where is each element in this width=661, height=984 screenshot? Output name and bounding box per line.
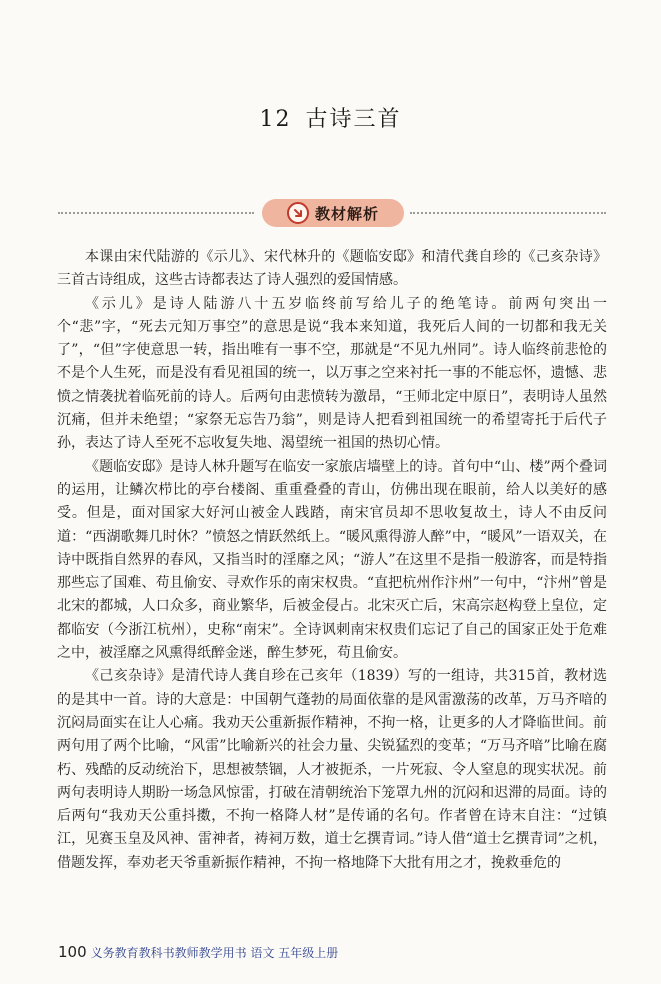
page-number: 100	[58, 943, 87, 961]
page-title	[0, 102, 661, 133]
circle-arrow-icon	[287, 202, 309, 224]
dotted-divider-right	[410, 212, 606, 214]
section-label: 教材解析	[314, 204, 379, 223]
lesson-number: 12	[259, 107, 292, 132]
paragraph-intro: 本课由宋代陆游的《示儿》、宋代林升的《题临安邸》和清代龚自珍的《己亥杂诗》三首古诗组成，这些古诗都表达了诗人强烈的爱国情感。	[57, 249, 607, 289]
paragraph-jihaizashi: 《己亥杂诗》是清代诗人龚自珍在己亥年（1839）写的一组诗，共315首，教材选的是其中一首。诗的大意是：中国朝气蓬勃的局面依靠的是风雷激荡的改革，万马齐喑的沉闷局面实在让人心痛。我劝天公重新振作精神，不拘一格，让更多的人才降临世间。前两句用了两个比喻，“风雷”比喻新兴的社会力量、尖锐猛烈的变革；“万马齐喑”比喻在腐朽、残酷的反动统治下，思想被禁锢，人才被扼杀，一片死寂、令人窒息的现实状况。前两句表明诗人期盼一场急风惊雷，打破在清朝统治下笼罩九州的沉闷和迟滞的局面。诗的后两句“我劝天公重抖擞，不拘一格降人材”是传诵的名句。作者曾在诗末自注：“过镇江，见赛玉皇及风神、雷神者，祷祠万数，道士乞撰青词。”诗人借“道士乞撰青词”之机，借题发挥，奉劝老天爷重新振作精神，不拘一格地降下大批有用之才，挽救垂危的	[57, 668, 607, 871]
page-footer	[58, 943, 338, 961]
paragraph-shier: 《示儿》是诗人陆游八十五岁临终前写给儿子的绝笔诗。前两句突出一个“悲”字，“死去元知万事空”的意思是说“我本来知道，我死后人间的一切都和我无关了”，“但”字使意思一转，指出唯有一事不空，那就是“不见九州同”。诗人临终前悲怆的不是个人生死，而是没有看见祖国的统一，以万事之空来衬托一事的不能忘怀，遗憾、悲愤之情袭扰着临死前的诗人。后两句由悲愤转为激昂，“王师北定中原日”，表明诗人虽然沉痛，但并未绝望；“家祭无忘告乃翁”，则是诗人把看到祖国统一的希望寄托于后代子孙，表达了诗人至死不忘收复失地、渴望统一祖国的热切心情。	[57, 295, 607, 452]
section-badge	[262, 199, 404, 227]
section-header	[58, 199, 606, 229]
analysis-text	[57, 246, 607, 875]
paragraph-tilinanli: 《题临安邸》是诗人林升题写在临安一家旅店墙壁上的诗。首句中“山、楼”两个叠词的运用，让鳞次栉比的亭台楼阁、重重叠叠的青山，仿佛出现在眼前，给人以美好的感受。但是，面对国家大好河山被金人践踏，南宋官员却不思收复故土，诗人不由反问道：“西湖歌舞几时休？”愤怒之情跃然纸上。“暖风熏得游人醉”中，“暖风”一语双关，在诗中既指自然界的春风，又指当时的淫靡之风；“游人”在这里不是指一般游客，而是特指那些忘了国难、苟且偷安、寻欢作乐的南宋权贵。“直把杭州作汴州”一句中，“汴州”曾是北宋的都城，人口众多，商业繁华，后被金侵占。北宋灭亡后，宋高宗赵构登上皇位，定都临安（今浙江杭州），史称“南宋”。全诗讽刺南宋权贵们忘记了自己的国家正处于危难之中，被淫靡之风熏得纸醉金迷，醉生梦死，苟且偷安。	[57, 458, 607, 662]
dotted-divider-left	[58, 212, 254, 214]
book-title: 义务教育教科书教师教学用书 语文 五年级上册	[90, 946, 339, 960]
lesson-title: 古诗三首	[305, 107, 402, 132]
